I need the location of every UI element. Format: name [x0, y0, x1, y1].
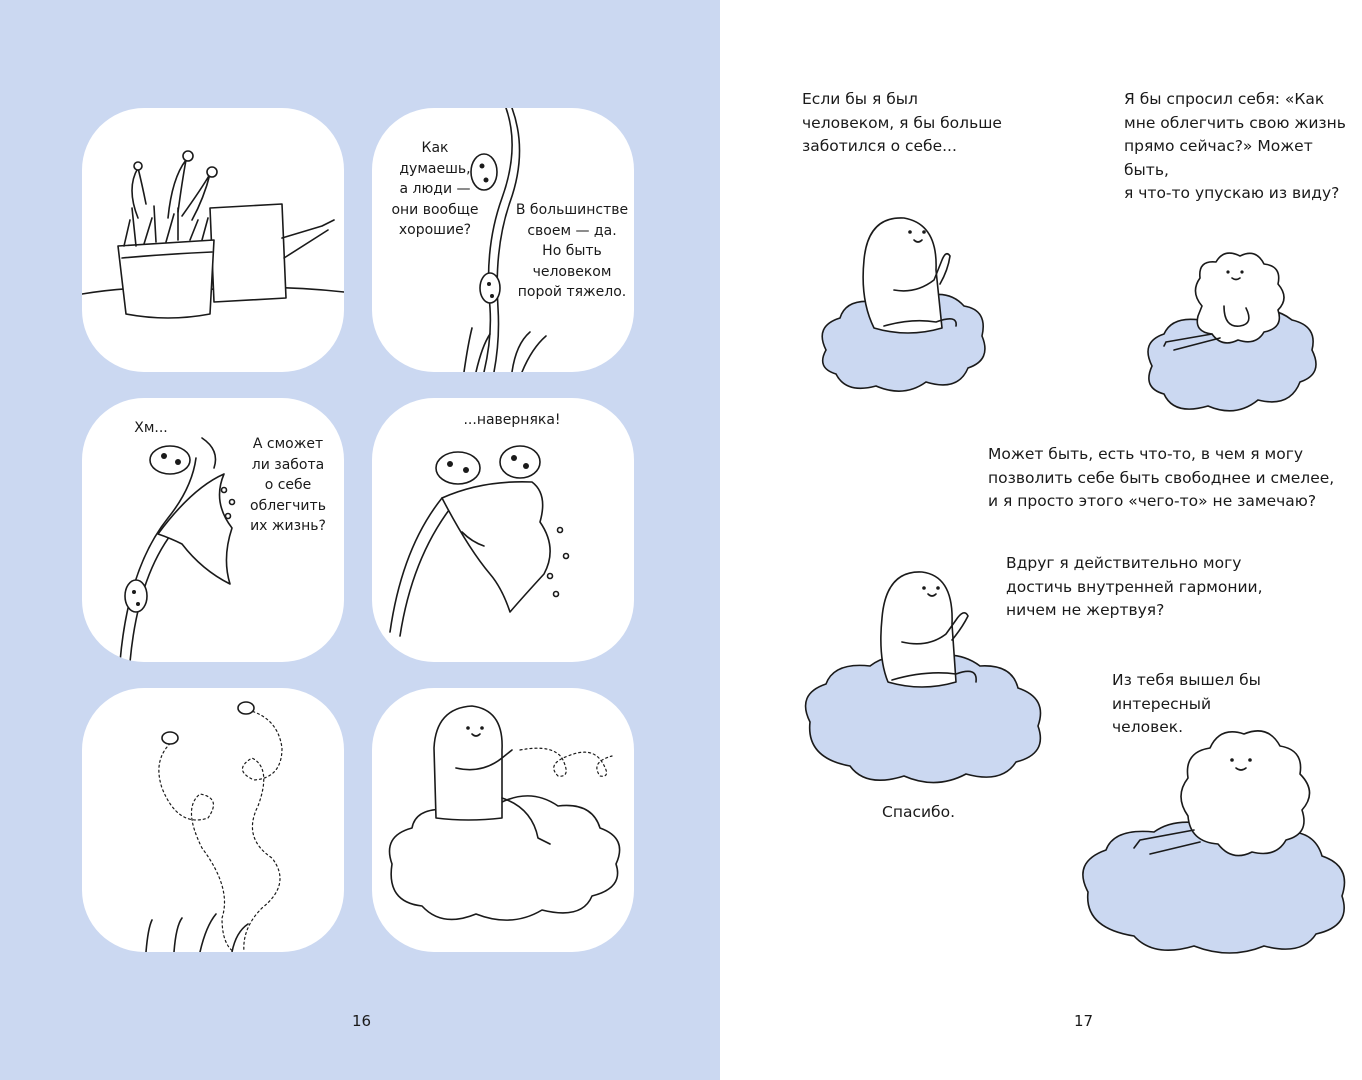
- speech-hm: Хм...: [134, 420, 168, 436]
- flight-illustration: [82, 688, 344, 952]
- right-page: [720, 0, 1362, 1080]
- speech-surely: ...наверняка!: [463, 412, 561, 428]
- speech-question: Как думаешь, а люди — они вообще хорошие?: [391, 140, 479, 238]
- comic-panel-plant: [82, 108, 344, 372]
- text-blob-2: Вдруг я действительно могу достичь внутренней гармонии, ничем не жертвуя?: [1006, 554, 1263, 619]
- cloud-creature-2: [1070, 716, 1352, 958]
- text-thanks: Спасибо.: [882, 803, 956, 821]
- blob-on-cloud-illustration: [372, 688, 634, 952]
- two-ladybugs-illustration: [372, 398, 634, 662]
- comic-panel-blob-cloud: [372, 688, 634, 952]
- comic-panel-two-ladybugs: [372, 398, 634, 662]
- blob-on-cloud-2: [796, 562, 1052, 784]
- text-middle: Может быть, есть что-то, в чем я могу позволить себе быть свободнее и смелее, и я просто этого «чего-то» не замечаю?: [988, 445, 1335, 510]
- comic-panel-flight: [82, 688, 344, 952]
- speech-care-question: А сможет ли забота о себе облегчить их жизнь?: [250, 436, 326, 534]
- speech-answer: В большинстве своем — да. Но быть человеком порой тяжело.: [515, 202, 629, 300]
- blob-on-cloud-1: [812, 210, 992, 400]
- page-number-left: 16: [352, 1012, 372, 1030]
- plant-illustration: [82, 108, 344, 372]
- comic-panel-ladybug-leaf: [82, 398, 344, 662]
- text-blob-1: Если бы я был человеком, я бы больше заботился о себе...: [802, 90, 1002, 155]
- page-number-right: 17: [1074, 1012, 1094, 1030]
- text-cloud-1: Я бы спросил себя: «Как мне облегчить свою жизнь прямо сейчас?» Может быть, я что-то упускаю из виду?: [1124, 90, 1346, 202]
- cloud-creature-1: [1136, 246, 1326, 426]
- text-cloud-2: Из тебя вышел бы интересный человек.: [1112, 671, 1261, 736]
- comic-panel-ladybug-stem: [372, 108, 634, 372]
